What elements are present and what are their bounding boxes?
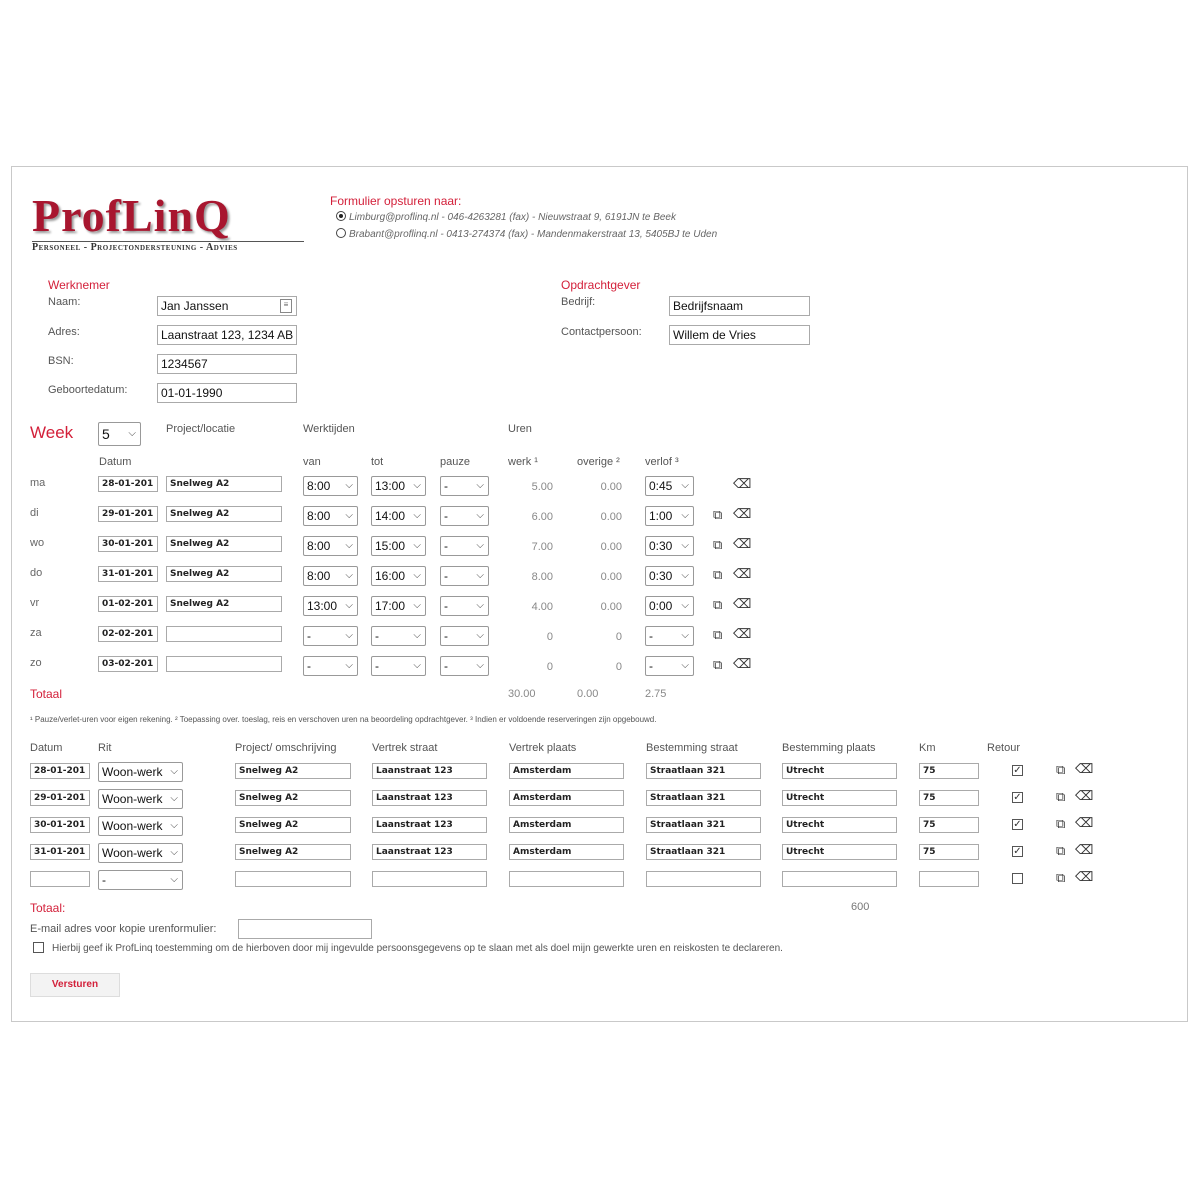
vertrek-plaats-input[interactable] — [509, 871, 624, 887]
totaal-label: Totaal — [30, 687, 63, 701]
van-select[interactable] — [303, 596, 358, 616]
chevron-down-icon: ⌵ — [476, 600, 484, 611]
trip-date-input[interactable]: 29-01-201 — [30, 790, 90, 806]
logo-underline — [32, 241, 304, 242]
contactpersoon-input[interactable]: Willem de Vries — [669, 325, 810, 345]
tot-select[interactable] — [371, 476, 426, 496]
tot-select[interactable] — [371, 596, 426, 616]
project-input[interactable]: Snelweg A2 — [166, 506, 282, 522]
verlof-select-value: - — [649, 629, 653, 643]
email-input[interactable] — [238, 919, 372, 939]
chevron-down-icon: ⌵ — [413, 510, 421, 521]
contactpersoon-label: Contactpersoon: — [561, 326, 642, 338]
bestemming-plaats-input[interactable]: Utrecht — [782, 790, 897, 806]
trip-totaal-label: Totaal: — [30, 901, 66, 915]
bestemming-plaats-input[interactable] — [782, 871, 897, 887]
chevron-down-icon: ⌵ — [476, 570, 484, 581]
rit-select-value: Woon-werk — [102, 765, 163, 779]
chevron-down-icon: ⌵ — [681, 570, 689, 581]
vertrek-plaats-input[interactable]: Amsterdam — [509, 763, 624, 779]
header-uren: Uren — [508, 423, 532, 435]
chevron-down-icon: ⌵ — [170, 820, 178, 831]
tot-select[interactable] — [371, 536, 426, 556]
pauze-select-value: - — [444, 659, 448, 673]
header-pauze: pauze — [440, 456, 470, 468]
chevron-down-icon: ⌵ — [170, 874, 178, 885]
bsn-label: BSN: — [48, 355, 74, 367]
tot-select-value: 13:00 — [375, 479, 406, 493]
trip-header-km: Km — [919, 742, 936, 754]
trip-header-retour: Retour — [987, 742, 1021, 754]
naam-input[interactable]: Jan Janssen — [157, 296, 297, 316]
header-tot: tot — [371, 456, 384, 468]
week-value: 5 — [102, 426, 110, 442]
copy-icon[interactable]: ⧉ — [713, 657, 723, 672]
werk-value: 4.00 — [531, 601, 553, 613]
logo — [32, 192, 231, 240]
chevron-down-icon: ⌵ — [476, 660, 484, 671]
trip-project-input[interactable]: Snelweg A2 — [235, 817, 351, 833]
header-overige: overige ² — [577, 456, 620, 468]
vertrek-straat-input[interactable]: Laanstraat 123 — [372, 844, 487, 860]
overige-value: 0 — [615, 661, 622, 673]
overige-value: 0.00 — [600, 571, 622, 583]
pauze-select-value: - — [444, 539, 448, 553]
bestemming-straat-input[interactable]: Straatlaan 321 — [646, 844, 761, 860]
trip-header-vertrek-plaats: Vertrek plaats — [509, 742, 577, 754]
copy-icon[interactable]: ⧉ — [1056, 816, 1066, 831]
rit-select-value: Woon-werk — [102, 846, 163, 860]
trip-project-input[interactable]: Snelweg A2 — [235, 763, 351, 779]
week-label: Week — [30, 423, 74, 442]
vertrek-plaats-input[interactable]: Amsterdam — [509, 817, 624, 833]
pauze-select[interactable] — [440, 506, 489, 526]
contact-card-icon: ≡ — [280, 299, 292, 313]
bestemming-straat-input[interactable]: Straatlaan 321 — [646, 790, 761, 806]
trip-date-input[interactable]: 31-01-201 — [30, 844, 90, 860]
vertrek-straat-input[interactable]: Laanstraat 123 — [372, 763, 487, 779]
chevron-down-icon: ⌵ — [476, 630, 484, 641]
chevron-down-icon: ⌵ — [413, 660, 421, 671]
chevron-down-icon: ⌵ — [681, 480, 689, 491]
eraser-icon[interactable]: ⌫ — [1075, 788, 1094, 803]
verlof-select-value: 0:30 — [649, 569, 673, 583]
pauze-select[interactable] — [440, 566, 489, 586]
day-label: di — [30, 507, 39, 519]
van-select-value: - — [307, 659, 311, 673]
van-select-value: - — [307, 629, 311, 643]
totaal-overige: 0.00 — [577, 688, 599, 700]
van-select[interactable] — [303, 506, 358, 526]
eraser-icon[interactable]: ⌫ — [733, 506, 752, 521]
copy-icon[interactable]: ⧉ — [713, 597, 723, 612]
pauze-select-value: - — [444, 569, 448, 583]
trip-project-input[interactable]: Snelweg A2 — [235, 844, 351, 860]
chevron-down-icon: ⌵ — [413, 630, 421, 641]
date-input[interactable]: 31-01-201 — [98, 566, 158, 582]
consent-text: Hierbij geef ik ProfLinq toestemming om de hierboven door mij ingevulde persoonsgegevens op te slaan met als doel mijn gewerkte uren en reiskosten te declareren. — [52, 943, 783, 954]
trip-header-project: Project/ omschrijving — [235, 742, 337, 754]
bedrijf-input[interactable]: Bedrijfsnaam — [669, 296, 810, 316]
werk-value: 8.00 — [531, 571, 553, 583]
copy-icon[interactable]: ⧉ — [713, 567, 723, 582]
pauze-select-value: - — [444, 479, 448, 493]
werk-value: 5.00 — [531, 481, 553, 493]
retour-checkbox[interactable]: ✓ — [1013, 846, 1022, 857]
header-van: van — [303, 456, 321, 468]
pauze-select[interactable] — [440, 626, 489, 646]
project-input[interactable]: Snelweg A2 — [166, 566, 282, 582]
eraser-icon[interactable]: ⌫ — [733, 656, 752, 671]
chevron-down-icon: ⌵ — [345, 510, 353, 521]
verlof-select-value: - — [649, 659, 653, 673]
date-input[interactable]: 03-02-201 — [98, 656, 158, 672]
verlof-select[interactable] — [645, 656, 694, 676]
consent-checkbox[interactable] — [33, 942, 44, 953]
week-select[interactable] — [98, 422, 141, 446]
chevron-down-icon: ⌵ — [681, 630, 689, 641]
van-select[interactable] — [303, 626, 358, 646]
rit-select-value: - — [102, 873, 106, 887]
retour-checkbox[interactable]: ✓ — [1013, 819, 1022, 830]
rit-select[interactable] — [98, 789, 183, 809]
trip-header-bestemming-straat: Bestemming straat — [646, 742, 738, 754]
rit-select[interactable] — [98, 843, 183, 863]
eraser-icon[interactable]: ⌫ — [1075, 815, 1094, 830]
retour-checkbox[interactable]: ✓ — [1013, 765, 1022, 776]
chevron-down-icon: ⌵ — [413, 540, 421, 551]
overige-value: 0.00 — [600, 601, 622, 613]
header-datum: Datum — [99, 456, 132, 468]
eraser-icon[interactable]: ⌫ — [1075, 761, 1094, 776]
chevron-down-icon: ⌵ — [345, 480, 353, 491]
adres-input[interactable]: Laanstraat 123, 1234 AB — [157, 325, 297, 345]
chevron-down-icon: ⌵ — [681, 540, 689, 551]
eraser-icon[interactable]: ⌫ — [733, 596, 752, 611]
chevron-down-icon: ⌵ — [345, 540, 353, 551]
retour-checkbox[interactable] — [1012, 873, 1023, 884]
opdrachtgever-heading: Opdrachtgever — [561, 278, 641, 292]
overige-value: 0.00 — [600, 511, 622, 523]
verlof-select[interactable] — [645, 596, 694, 616]
radio-brabant[interactable] — [336, 228, 346, 238]
chevron-down-icon: ⌵ — [170, 766, 178, 777]
copy-icon[interactable]: ⧉ — [1056, 789, 1066, 804]
km-input[interactable]: 75 — [919, 817, 979, 833]
van-select[interactable] — [303, 656, 358, 676]
trip-header-bestemming-plaats: Bestemming plaats — [782, 742, 876, 754]
bestemming-plaats-input[interactable]: Utrecht — [782, 817, 897, 833]
day-label: vr — [30, 597, 40, 609]
project-input[interactable] — [166, 626, 282, 642]
chevron-down-icon: ⌵ — [413, 600, 421, 611]
geboortedatum-input[interactable]: 01-01-1990 — [157, 383, 297, 403]
pauze-select-value: - — [444, 629, 448, 643]
tot-select-value: - — [375, 629, 379, 643]
project-input[interactable] — [166, 656, 282, 672]
footnote: ¹ Pauze/verlet-uren voor eigen rekening. ² Toepassing over. toeslag, reis en verschoven uren na beoordeling opdrachtgever. ³ Indien er voldoende reserveringen zijn opgebouwd. — [30, 715, 657, 724]
rit-select[interactable] — [98, 870, 183, 890]
adres-label: Adres: — [48, 326, 80, 338]
pauze-select-value: - — [444, 599, 448, 613]
copy-icon[interactable]: ⧉ — [1056, 762, 1066, 777]
bestemming-plaats-input[interactable]: Utrecht — [782, 763, 897, 779]
chevron-down-icon: ⌵ — [170, 847, 178, 858]
verlof-select-value: 0:45 — [649, 479, 673, 493]
chevron-down-icon: ⌵ — [128, 428, 136, 439]
van-select-value: 8:00 — [307, 539, 331, 553]
rit-select[interactable] — [98, 762, 183, 782]
project-input[interactable]: Snelweg A2 — [166, 476, 282, 492]
header-werktijden: Werktijden — [303, 423, 355, 435]
send-to-title: Formulier opsturen naar: — [330, 194, 462, 208]
header-werk: werk ¹ — [508, 456, 538, 468]
copy-icon[interactable]: ⧉ — [1056, 843, 1066, 858]
form-frame — [11, 166, 1188, 1022]
header-project: Project/locatie — [166, 423, 236, 435]
chevron-down-icon: ⌵ — [345, 630, 353, 641]
trip-date-input[interactable]: 30-01-201 — [30, 817, 90, 833]
copy-icon[interactable]: ⧉ — [1056, 870, 1066, 885]
trip-date-input[interactable]: 28-01-201 — [30, 763, 90, 779]
totaal-werk: 30.00 — [508, 688, 536, 700]
day-label: za — [30, 627, 42, 639]
eraser-icon[interactable]: ⌫ — [1075, 869, 1094, 884]
logo-text: ProfLinQ — [32, 190, 231, 241]
trip-header-vertrek-straat: Vertrek straat — [372, 742, 438, 754]
werknemer-heading: Werknemer — [48, 278, 110, 292]
project-input[interactable]: Snelweg A2 — [166, 536, 282, 552]
eraser-icon[interactable]: ⌫ — [733, 566, 752, 581]
bedrijf-label: Bedrijf: — [561, 296, 596, 308]
tot-select[interactable] — [371, 506, 426, 526]
chevron-down-icon: ⌵ — [413, 480, 421, 491]
verlof-select-value: 0:00 — [649, 599, 673, 613]
copy-icon[interactable]: ⧉ — [713, 627, 723, 642]
date-input[interactable]: 28-01-201 — [98, 476, 158, 492]
chevron-down-icon: ⌵ — [476, 540, 484, 551]
pauze-select[interactable] — [440, 596, 489, 616]
tot-select[interactable] — [371, 656, 426, 676]
van-select[interactable] — [303, 476, 358, 496]
vertrek-straat-input[interactable]: Laanstraat 123 — [372, 817, 487, 833]
tot-select-value: 16:00 — [375, 569, 406, 583]
trip-project-input[interactable] — [235, 871, 351, 887]
werk-value: 0 — [546, 631, 553, 643]
eraser-icon[interactable]: ⌫ — [733, 536, 752, 551]
totaal-verlof: 2.75 — [645, 688, 667, 700]
chevron-down-icon: ⌵ — [345, 660, 353, 671]
trip-header-datum: Datum — [30, 742, 63, 754]
date-input[interactable]: 30-01-201 — [98, 536, 158, 552]
vertrek-plaats-input[interactable]: Amsterdam — [509, 790, 624, 806]
radio-limburg[interactable] — [336, 211, 346, 221]
eraser-icon[interactable]: ⌫ — [733, 476, 752, 491]
pauze-select-value: - — [444, 509, 448, 523]
overige-value: 0.00 — [600, 481, 622, 493]
tot-select-value: 17:00 — [375, 599, 406, 613]
project-input[interactable]: Snelweg A2 — [166, 596, 282, 612]
rit-select-value: Woon-werk — [102, 819, 163, 833]
day-label: wo — [30, 537, 45, 549]
chevron-down-icon: ⌵ — [345, 570, 353, 581]
van-select-value: 8:00 — [307, 479, 331, 493]
date-input[interactable]: 02-02-201 — [98, 626, 158, 642]
bestemming-straat-input[interactable] — [646, 871, 761, 887]
eraser-icon[interactable]: ⌫ — [733, 626, 752, 641]
trip-date-input[interactable] — [30, 871, 90, 887]
verlof-select[interactable] — [645, 566, 694, 586]
tot-select-value: - — [375, 659, 379, 673]
van-select[interactable] — [303, 536, 358, 556]
chevron-down-icon: ⌵ — [681, 660, 689, 671]
verlof-select[interactable] — [645, 476, 694, 496]
van-select-value: 13:00 — [307, 599, 338, 613]
werk-value: 7.00 — [531, 541, 553, 553]
werk-value: 6.00 — [531, 511, 553, 523]
verlof-select-value: 0:30 — [649, 539, 673, 553]
tot-select-value: 14:00 — [375, 509, 406, 523]
header-verlof: verlof ³ — [645, 456, 679, 468]
verlof-select[interactable] — [645, 506, 694, 526]
trip-header-rit: Rit — [98, 742, 112, 754]
tot-select[interactable] — [371, 626, 426, 646]
chevron-down-icon: ⌵ — [345, 600, 353, 611]
logo-tagline: Personeel - Projectondersteuning - Advies — [32, 242, 238, 253]
pauze-select[interactable] — [440, 476, 489, 496]
chevron-down-icon: ⌵ — [476, 480, 484, 491]
radio-brabant-label: Brabant@proflinq.nl - 0413-274374 (fax) - Mandenmakerstraat 13, 5405BJ te Uden — [349, 229, 718, 240]
chevron-down-icon: ⌵ — [681, 600, 689, 611]
chevron-down-icon: ⌵ — [476, 510, 484, 521]
van-select-value: 8:00 — [307, 569, 331, 583]
rit-select-value: Woon-werk — [102, 792, 163, 806]
vertrek-straat-input[interactable]: Laanstraat 123 — [372, 790, 487, 806]
tot-select[interactable] — [371, 566, 426, 586]
pauze-select[interactable] — [440, 656, 489, 676]
km-input[interactable] — [919, 871, 979, 887]
trip-totaal-km: 600 — [851, 901, 870, 913]
overige-value: 0 — [615, 631, 622, 643]
rit-select[interactable] — [98, 816, 183, 836]
overige-value: 0.00 — [600, 541, 622, 553]
bestemming-plaats-input[interactable]: Utrecht — [782, 844, 897, 860]
retour-checkbox[interactable]: ✓ — [1013, 792, 1022, 803]
day-label: ma — [30, 477, 46, 489]
trip-project-input[interactable]: Snelweg A2 — [235, 790, 351, 806]
date-input[interactable]: 29-01-201 — [98, 506, 158, 522]
email-label: E-mail adres voor kopie urenformulier: — [30, 923, 217, 935]
tot-select-value: 15:00 — [375, 539, 406, 553]
geboortedatum-label: Geboortedatum: — [48, 384, 128, 396]
submit-button[interactable]: Versturen — [30, 973, 120, 997]
date-input[interactable]: 01-02-201 — [98, 596, 158, 612]
copy-icon[interactable]: ⧉ — [713, 537, 723, 552]
van-select-value: 8:00 — [307, 509, 331, 523]
chevron-down-icon: ⌵ — [413, 570, 421, 581]
verlof-select[interactable] — [645, 626, 694, 646]
bsn-input[interactable]: 1234567 — [157, 354, 297, 374]
verlof-select-value: 1:00 — [649, 509, 673, 523]
day-label: do — [30, 567, 43, 579]
km-input[interactable]: 75 — [919, 763, 979, 779]
km-input[interactable]: 75 — [919, 790, 979, 806]
copy-icon[interactable]: ⧉ — [713, 507, 723, 522]
naam-label: Naam: — [48, 296, 81, 308]
pauze-select[interactable] — [440, 536, 489, 556]
radio-limburg-label: Limburg@proflinq.nl - 046-4263281 (fax) - Nieuwstraat 9, 6191JN te Beek — [349, 212, 676, 223]
van-select[interactable] — [303, 566, 358, 586]
chevron-down-icon: ⌵ — [681, 510, 689, 521]
werk-value: 0 — [546, 661, 553, 673]
bestemming-straat-input[interactable]: Straatlaan 321 — [646, 817, 761, 833]
verlof-select[interactable] — [645, 536, 694, 556]
eraser-icon[interactable]: ⌫ — [1075, 842, 1094, 857]
day-label: zo — [30, 657, 42, 669]
vertrek-plaats-input[interactable]: Amsterdam — [509, 844, 624, 860]
bestemming-straat-input[interactable]: Straatlaan 321 — [646, 763, 761, 779]
chevron-down-icon: ⌵ — [170, 793, 178, 804]
km-input[interactable]: 75 — [919, 844, 979, 860]
vertrek-straat-input[interactable] — [372, 871, 487, 887]
